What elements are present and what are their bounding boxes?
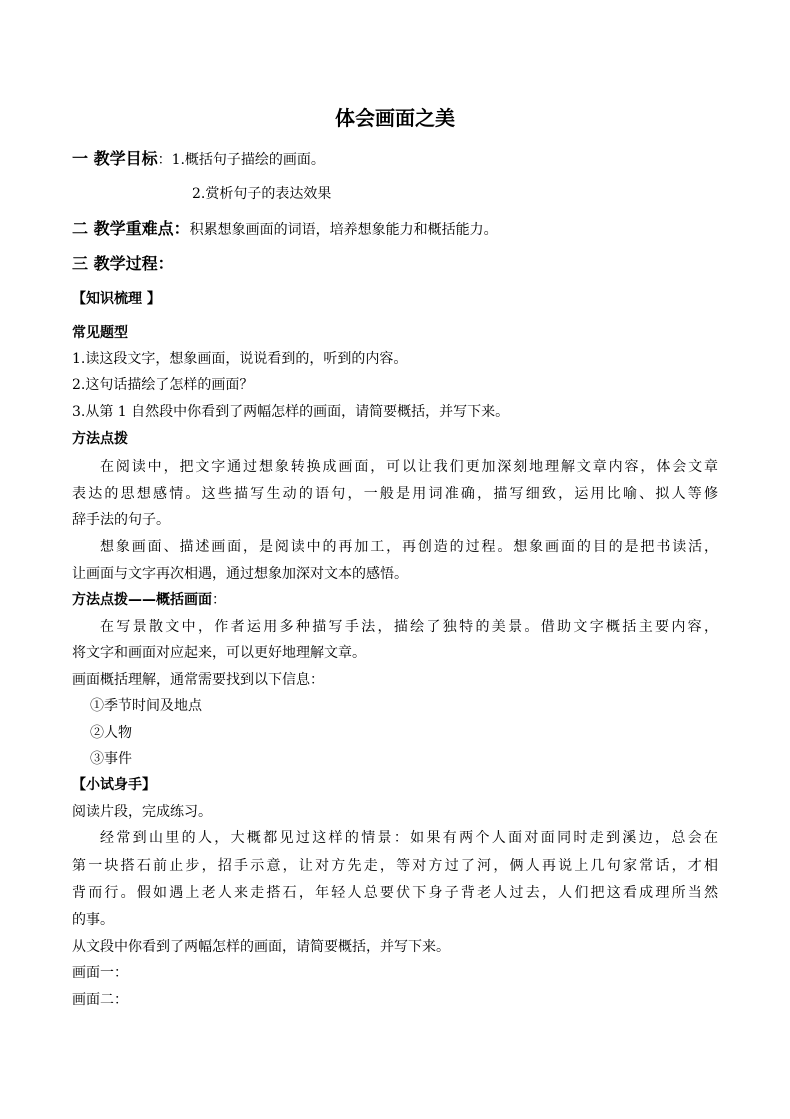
passage-line-2: 第一块搭石前止步，招手示意，让对方先走，等对方过了河，俩人再说上几句家常话，才相 (72, 858, 718, 874)
objective-item-2: 2.赏析句子的表达效果 (192, 186, 332, 202)
method-paragraph-1-line-3: 辞手法的句子。 (72, 512, 170, 528)
practice-label: 【小试身手】 (72, 777, 156, 793)
method-paragraph-1-line-1: 在阅读中，把文字通过想象转换成画面，可以让我们更加深刻地理解文章内容，体会文章 (100, 459, 718, 475)
passage-line-4: 的事。 (72, 912, 114, 928)
key-points-row (72, 218, 498, 240)
method-label: 方法点拨 (72, 431, 128, 447)
info-item-1: ①季节时间及地点 (90, 698, 202, 714)
summary-method-colon: ： (212, 592, 226, 608)
info-item-2: ②人物 (90, 725, 132, 741)
question-type-2: 2.这句话描绘了怎样的画面？ (72, 377, 254, 393)
question-type-3: 3.从第 1 自然段中你看到了两幅怎样的画面，请简要概括，并写下来。 (72, 404, 510, 420)
answer-2-label: 画面二： (72, 992, 128, 1008)
summary-method-row (72, 590, 226, 610)
summary-method-label: 方法点拨——概括画面 (72, 592, 212, 608)
practice-instruction: 阅读片段，完成练习。 (72, 804, 212, 820)
process-heading: 三 教学过程： (72, 254, 174, 273)
key-points-heading: 二 教学重难点： (72, 219, 190, 238)
objectives-heading: 一 教学目标 (72, 149, 158, 168)
page-title: 体会画面之美 (335, 106, 455, 130)
method-paragraph-2-line-2: 让画面与文字再次相遇，通过想象加深对文本的感悟。 (72, 566, 408, 582)
method-paragraph-1-line-2: 表达的思想感情。这些描写生动的语句，一般是用词准确，描写细致，运用比喻、拟人等修 (72, 486, 718, 502)
info-intro: 画面概括理解，通常需要找到以下信息： (72, 672, 324, 688)
info-item-3: ③事件 (90, 751, 132, 767)
knowledge-label: 【知识梳理 】 (72, 291, 161, 307)
question-types-label: 常见题型 (72, 325, 128, 341)
passage-line-1: 经常到山里的人，大概都见过这样的情景：如果有两个人面对面同时走到溪边，总会在 (100, 830, 718, 846)
question-type-1: 1.读这段文字，想象画面，说说看到的，听到的内容。 (72, 351, 408, 367)
passage-line-3: 背而行。假如遇上老人来走搭石，年轻人总要伏下身子背老人过去，人们把这看成理所当然 (72, 885, 718, 901)
summary-paragraph-line-1: 在写景散文中，作者运用多种描写手法，描绘了独特的美景。借助文字概括主要内容， (100, 619, 718, 635)
summary-paragraph-line-2: 将文字和画面对应起来，可以更好地理解文章。 (72, 645, 366, 661)
key-points-text: 积累想象画面的词语，培养想象能力和概括能力。 (189, 222, 498, 238)
objectives-colon: ： (157, 152, 172, 168)
method-paragraph-2-line-1: 想象画面、描述画面，是阅读中的再加工，再创造的过程。想象画面的目的是把书读活， (100, 539, 718, 555)
practice-question: 从文段中你看到了两幅怎样的画面，请简要概括，并写下来。 (72, 939, 450, 955)
answer-1-label: 画面一： (72, 965, 128, 981)
objective-item-1: 1.概括句子描绘的画面。 (171, 152, 325, 168)
objectives-row (72, 148, 325, 170)
